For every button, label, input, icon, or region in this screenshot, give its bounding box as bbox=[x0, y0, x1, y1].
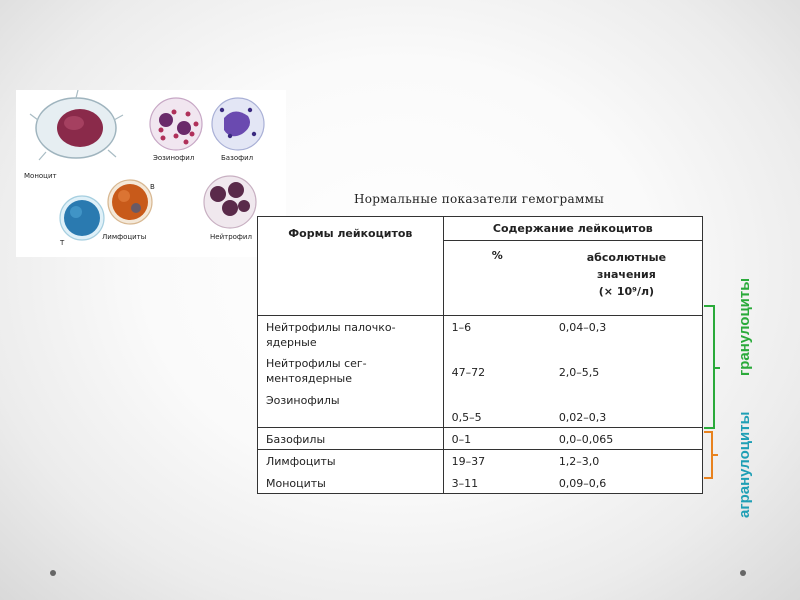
slide-dot-left bbox=[50, 570, 56, 576]
blood-cells-illustration bbox=[16, 90, 286, 257]
agranulocytes-label: агранулоциты bbox=[736, 411, 753, 518]
header-absolute-line3: (× 10⁹/л) bbox=[598, 285, 655, 299]
row-percent: 19–37 bbox=[451, 455, 486, 468]
row-name-continued: ментоядерные bbox=[266, 372, 353, 385]
row-name: Лимфоциты bbox=[266, 455, 336, 468]
row-absolute-cell bbox=[551, 428, 703, 450]
table-row bbox=[258, 428, 703, 450]
row-absolute-cell bbox=[551, 316, 703, 428]
header-content: Содержание лейкоцитов bbox=[443, 217, 702, 241]
row-percent: 1–6 bbox=[451, 321, 472, 334]
row-name: Базофилы bbox=[266, 433, 326, 446]
t-marker-label: Т bbox=[60, 239, 65, 247]
row-absolute: 0,02–0,3 bbox=[558, 411, 607, 424]
table-header-row bbox=[258, 217, 703, 241]
row-percent: 0–1 bbox=[451, 433, 472, 446]
row-name: Моноциты bbox=[266, 477, 326, 490]
row-absolute-cell bbox=[551, 450, 703, 494]
granulocytes-bracket bbox=[704, 306, 720, 428]
header-absolute-line1: абсолютные bbox=[586, 251, 667, 265]
row-percent: 47–72 bbox=[451, 366, 486, 379]
group-brackets bbox=[700, 298, 740, 498]
row-name-cell bbox=[258, 316, 444, 428]
neutrophil-label: Нейтрофил bbox=[210, 233, 252, 241]
basophil-cell bbox=[212, 98, 264, 150]
row-absolute: 1,2–3,0 bbox=[558, 455, 600, 468]
b-lymphocyte-cell bbox=[108, 180, 152, 224]
b-marker-label: В bbox=[150, 183, 155, 191]
row-name-continued: ядерные bbox=[266, 336, 317, 349]
table-row bbox=[258, 316, 703, 428]
eosinophil-cell bbox=[150, 98, 202, 150]
table-title: Нормальные показатели гемограммы bbox=[353, 192, 605, 206]
row-percent-cell bbox=[443, 316, 551, 428]
t-lymphocyte-cell bbox=[60, 196, 104, 240]
row-percent-cell bbox=[443, 428, 551, 450]
row-name: Эозинофилы bbox=[266, 394, 340, 407]
agranulocytes-bracket bbox=[704, 432, 718, 478]
row-absolute: 0,09–0,6 bbox=[558, 477, 607, 490]
row-percent-cell bbox=[443, 450, 551, 494]
monocyte-cell bbox=[30, 90, 123, 160]
row-absolute: 0,0–0,065 bbox=[558, 433, 614, 446]
row-absolute: 2,0–5,5 bbox=[558, 366, 600, 379]
row-absolute: 0,04–0,3 bbox=[558, 321, 607, 334]
neutrophil-cell bbox=[204, 176, 256, 228]
monocyte-label: Моноцит bbox=[24, 172, 57, 180]
table-row bbox=[258, 450, 703, 494]
row-percent: 3–11 bbox=[451, 477, 479, 490]
basophil-label: Базофил bbox=[221, 154, 254, 162]
lymphocytes-label: Лимфоциты bbox=[102, 233, 147, 241]
row-name: Нейтрофилы сег- bbox=[266, 357, 367, 370]
header-forms: Формы лейкоцитов bbox=[258, 217, 444, 316]
eosinophil-label: Эозинофил bbox=[153, 154, 195, 162]
slide-dot-right bbox=[740, 570, 746, 576]
header-absolute-line2: значения bbox=[597, 268, 656, 282]
row-percent: 0,5–5 bbox=[451, 411, 482, 424]
row-name: Нейтрофилы палочко- bbox=[266, 321, 396, 334]
hemogram-table bbox=[257, 216, 703, 494]
header-absolute bbox=[551, 241, 703, 316]
row-name-cell bbox=[258, 450, 444, 494]
header-percent: % bbox=[443, 241, 551, 316]
granulocytes-label: гранулоциты bbox=[736, 277, 753, 376]
row-name-cell bbox=[258, 428, 444, 450]
